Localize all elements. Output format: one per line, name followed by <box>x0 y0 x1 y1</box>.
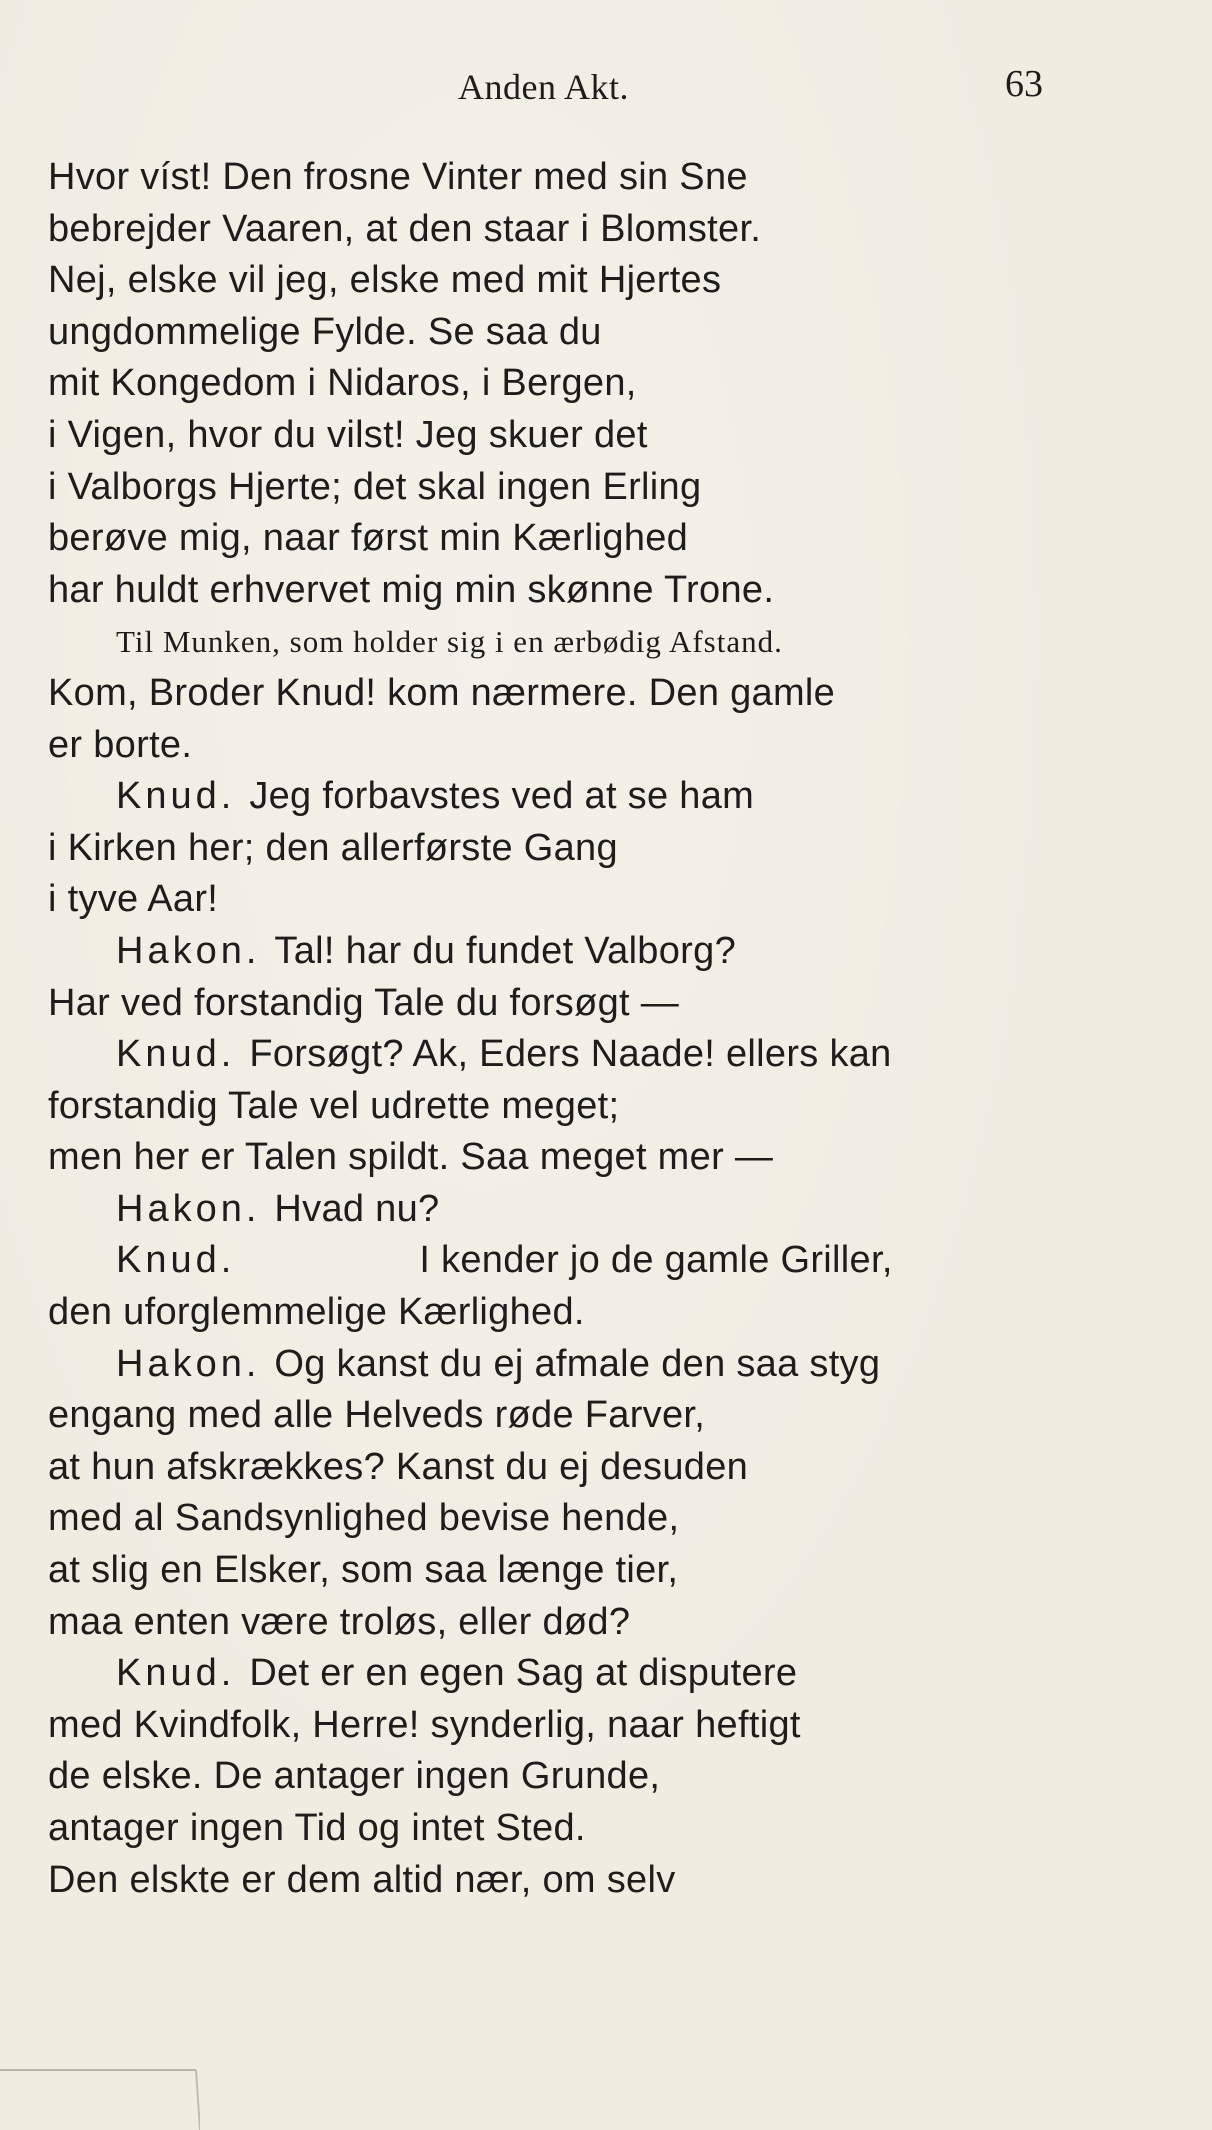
verse-line: Har ved forstandig Tale du forsøgt — <box>48 981 680 1024</box>
speech-text: Forsøgt? Ak, Eders Naade! ellers kan <box>249 1033 892 1076</box>
verse-line: at hun afskrækkes? Kanst du ej desuden <box>48 1445 749 1488</box>
page-header <box>0 62 1212 112</box>
verse-body <box>48 152 1168 1906</box>
speech-text: Og kanst du ej afmale den saa styg <box>274 1342 881 1385</box>
speech-line <box>48 1339 1168 1391</box>
verse-line: engang med alle Helveds røde Farver, <box>48 1394 706 1437</box>
speech-line <box>48 1029 1168 1081</box>
speaker-name: Knud. <box>116 1239 236 1282</box>
running-title: Anden Akt. <box>458 67 629 107</box>
verse-line: antager ingen Tid og intet Sted. <box>48 1807 586 1849</box>
verse-line: berøve mig, naar først min Kærlighed <box>48 517 689 560</box>
verse-line: i tyve Aar! <box>48 878 219 921</box>
verse-line: ungdommelige Fylde. Se saa du <box>48 310 602 353</box>
verse-line: forstandig Tale vel udrette meget; <box>48 1084 620 1127</box>
speech-text: Hvad nu? <box>274 1187 440 1230</box>
page-number: 63 <box>1005 63 1043 105</box>
verse-line: er borte. <box>48 723 193 766</box>
speech-text: Tal! har du fundet Valborg? <box>274 929 737 972</box>
speech-line <box>48 926 1168 978</box>
verse-line: de elske. De antager ingen Grunde, <box>48 1755 661 1798</box>
speech-text: I kender jo de gamle Griller, <box>419 1239 893 1282</box>
speaker-name: Hakon. <box>116 929 261 972</box>
verse-line: i Vigen, hvor du vilst! Jeg skuer det <box>48 413 648 456</box>
verse-line: maa enten være troløs, eller død? <box>48 1600 631 1643</box>
verse-line: men her er Talen spildt. Saa meget mer — <box>48 1136 774 1179</box>
speaker-name: Knud. <box>116 775 236 818</box>
verse-line: i Kirken her; den allerførste Gang <box>48 826 618 869</box>
page-edge-mark <box>0 2064 200 2130</box>
speaker-name: Knud. <box>116 1033 236 1076</box>
speech-text: Jeg forbavstes ved at se ham <box>249 775 755 818</box>
speech-line <box>48 1184 1168 1236</box>
verse-line: med al Sandsynlighed bevise hende, <box>48 1497 680 1540</box>
speech-line <box>48 1648 1168 1700</box>
speech-text: Det er en egen Sag at disputere <box>249 1652 798 1695</box>
speech-line <box>48 1235 1168 1287</box>
speech-line <box>48 771 1168 823</box>
verse-line: Den elskte er dem altid nær, om selv <box>48 1858 676 1901</box>
speaker-name: Hakon. <box>116 1342 261 1385</box>
verse-line: bebrejder Vaaren, at den staar i Blomster. <box>48 207 762 250</box>
verse-line: den uforglemmelige Kærlighed. <box>48 1291 585 1334</box>
speaker-name: Hakon. <box>116 1187 261 1230</box>
verse-line: med Kvindfolk, Herre! synderlig, naar heftigt <box>48 1703 801 1746</box>
speaker-name: Knud. <box>116 1652 236 1695</box>
verse-line: mit Kongedom i Nidaros, i Bergen, <box>48 362 637 405</box>
verse-line: Kom, Broder Knud! kom nærmere. Den gamle <box>48 671 836 714</box>
verse-line: Nej, elske vil jeg, elske med mit Hjertes <box>48 259 722 302</box>
verse-line: har huldt erhvervet mig min skønne Trone. <box>48 568 775 611</box>
verse-line: at slig en Elsker, som saa længe tier, <box>48 1549 679 1592</box>
verse-line: Hvor víst! Den frosne Vinter med sin Sne <box>48 156 748 198</box>
verse-line: i Valborgs Hjerte; det skal ingen Erling <box>48 465 702 508</box>
stage-direction: Til Munken, som holder sig i en ærbødig Afstand. <box>116 624 783 660</box>
